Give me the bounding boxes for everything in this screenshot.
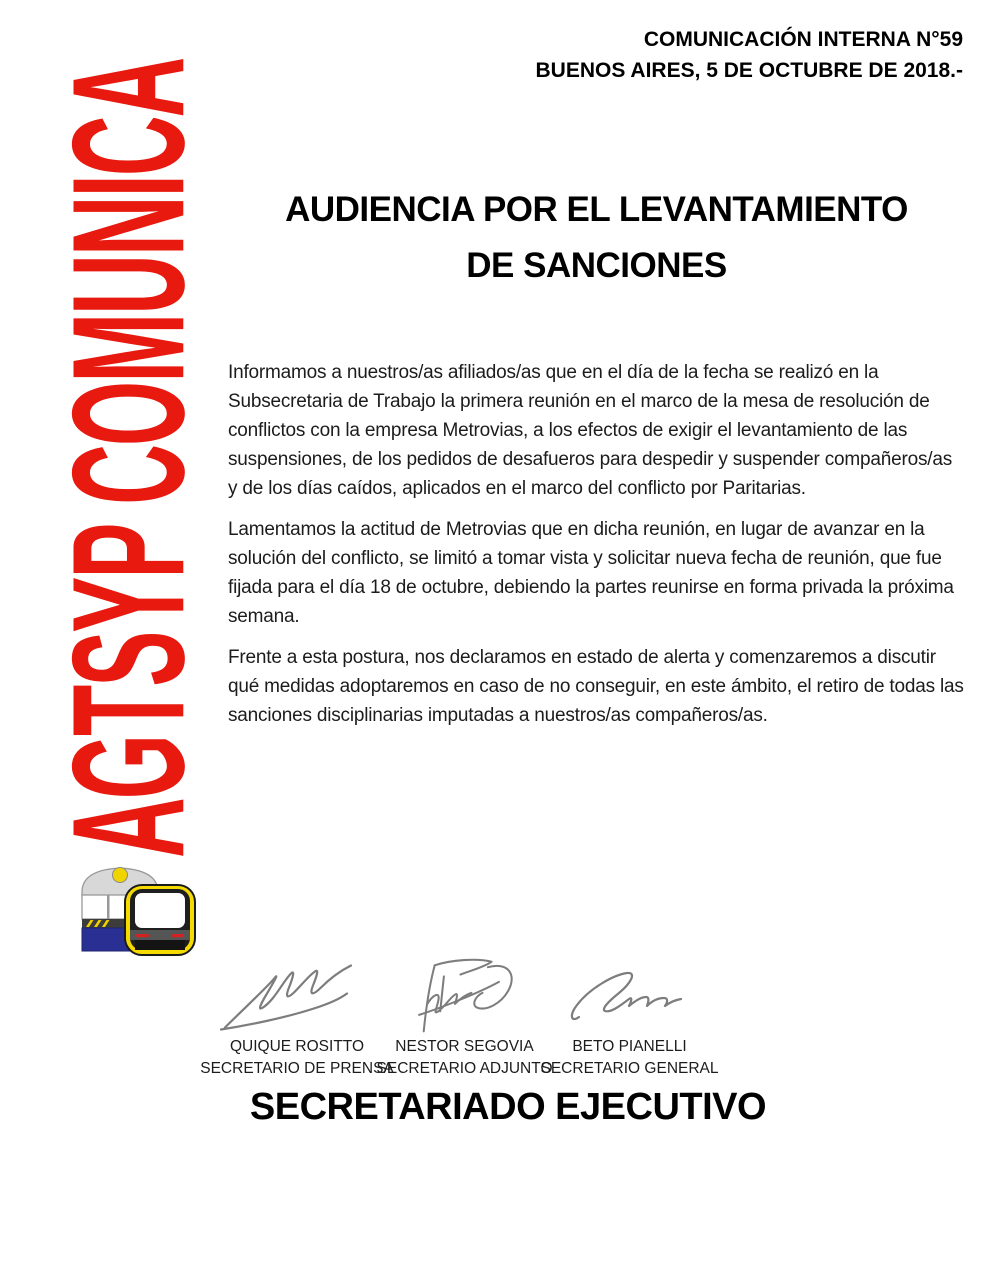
document-header <box>536 24 964 86</box>
document-body <box>228 358 965 742</box>
signatures-row <box>200 958 719 1080</box>
signatory-name: BETO PIANELLI <box>572 1038 687 1055</box>
agtsyp-comunica-banner-text: AGTSYP COMUNICA <box>38 58 218 858</box>
page-title <box>228 182 965 294</box>
signature-block <box>540 958 719 1080</box>
trains-logo-graphic <box>72 856 197 956</box>
signatory-name: QUIQUE ROSITTO <box>229 1038 365 1055</box>
signature-rositto-icon <box>217 958 377 1036</box>
modern-train-front-icon <box>125 885 195 955</box>
date-line: BUENOS AIRES, 5 DE OCTUBRE DE 2018.- <box>535 59 963 82</box>
paragraph: Frente a esta postura, nos declaramos en estado de alerta y comenzaremos a discutir qué medidas adoptaremos en caso de no conseguir, en este ámbito, el retiro de todas las sanciones disciplinarias imputadas a nuestros/as compañeros/as. <box>228 647 964 726</box>
paragraph: Informamos a nuestros/as afiliados/as que en el día de la fecha se realizó en la Subsecretaria de Trabajo la primera reunión en el marco de la mesa de resolución de conflictos con la empresa Metrovias, a los efectos de exigir el levantamiento de las suspensiones, de los pedidos de desafueros para despedir y suspender compañeros/as y de los días caídos, aplicados en el marco del conflicto por Paritarias. <box>228 362 953 499</box>
signature-block <box>376 958 553 1080</box>
side-banner <box>37 58 218 860</box>
page-title-line1: AUDIENCIA POR EL LEVANTAMIENTO <box>285 190 908 229</box>
paragraph: Lamentamos la actitud de Metrovias que en dicha reunión, en lugar de avanzar en la solución del conflicto, se limitó a tomar vista y solicitar nueva fecha de reunión, que fue fijada para el día 18 de octubre, debiendo la partes reunirse en forma privada la próxima semana. <box>228 519 954 627</box>
signatory-role: SECRETARIO GENERAL <box>540 1060 719 1077</box>
footer-title: SECRETARIADO EJECUTIVO <box>249 1086 767 1128</box>
page-title-line2: DE SANCIONES <box>466 246 727 285</box>
signatory-role: SECRETARIO DE PRENSA <box>200 1060 394 1077</box>
agtsyp-subway-trains-logo <box>72 856 197 956</box>
signature-segovia-icon <box>390 958 540 1036</box>
signature-block <box>200 958 394 1080</box>
signature-pianelli-icon <box>565 958 695 1036</box>
communication-number: COMUNICACIÓN INTERNA N°59 <box>643 28 963 51</box>
signatory-role: SECRETARIO ADJUNTO <box>376 1060 553 1077</box>
signatory-name: NESTOR SEGOVIA <box>395 1038 534 1055</box>
